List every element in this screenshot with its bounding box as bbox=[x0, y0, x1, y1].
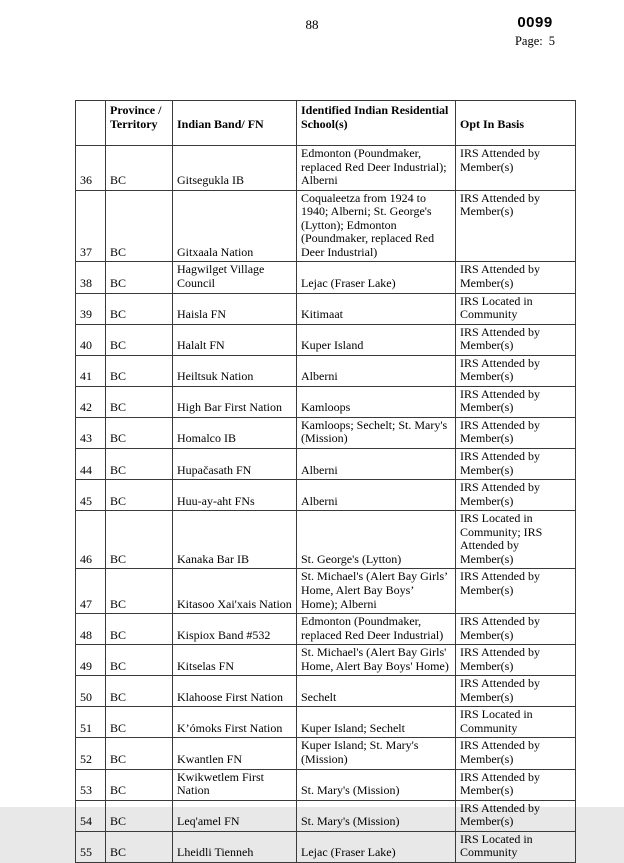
schools-cell: Kamloops; Sechelt; St. Mary's (Mission) bbox=[297, 417, 456, 448]
page-number: 88 bbox=[305, 17, 319, 32]
row-number-cell: 38 bbox=[76, 262, 106, 293]
table-row bbox=[76, 146, 576, 191]
header-opt-in-basis: Opt In Basis bbox=[456, 101, 576, 146]
basis-cell: IRS Attended by Member(s) bbox=[456, 146, 576, 191]
band-cell: Haisla FN bbox=[173, 293, 297, 324]
schools-cell: Edmonton (Poundmaker, replaced Red Deer Industrial) bbox=[297, 614, 456, 645]
province-cell: BC bbox=[106, 262, 173, 293]
band-cell: Klahoose First Nation bbox=[173, 676, 297, 707]
schools-cell: Kuper Island bbox=[297, 324, 456, 355]
doc-stamp-page-label: Page: bbox=[514, 34, 543, 48]
row-number-cell: 52 bbox=[76, 738, 106, 769]
schools-cell: Alberni bbox=[297, 449, 456, 480]
band-cell: Kwantlen FN bbox=[173, 738, 297, 769]
basis-cell: IRS Attended by Member(s) bbox=[456, 614, 576, 645]
province-cell: BC bbox=[106, 146, 173, 191]
province-cell: BC bbox=[106, 800, 173, 831]
schools-cell: Edmonton (Poundmaker, replaced Red Deer Industrial); Alberni bbox=[297, 146, 456, 191]
basis-cell: IRS Attended by Member(s) bbox=[456, 449, 576, 480]
schools-cell: St. Mary's (Mission) bbox=[297, 800, 456, 831]
table-row bbox=[76, 645, 576, 676]
table-row bbox=[76, 417, 576, 448]
table-row bbox=[76, 800, 576, 831]
schools-cell: Coqualeetza from 1924 to 1940; Alberni; St. George's (Lytton); Edmonton (Poundmaker, replaced Red Deer Industrial) bbox=[297, 190, 456, 262]
doc-stamp bbox=[480, 14, 590, 49]
band-cell: Heiltsuk Nation bbox=[173, 355, 297, 386]
row-number-cell: 46 bbox=[76, 511, 106, 569]
basis-cell: IRS Attended by Member(s) bbox=[456, 324, 576, 355]
province-cell: BC bbox=[106, 569, 173, 614]
bands-table bbox=[75, 100, 576, 863]
province-cell: BC bbox=[106, 614, 173, 645]
province-cell: BC bbox=[106, 480, 173, 511]
schools-cell: Lejac (Fraser Lake) bbox=[297, 831, 456, 862]
province-cell: BC bbox=[106, 386, 173, 417]
basis-cell: IRS Attended by Member(s) bbox=[456, 645, 576, 676]
basis-cell: IRS Located in Community bbox=[456, 707, 576, 738]
header-row-number bbox=[76, 101, 106, 146]
province-cell: BC bbox=[106, 190, 173, 262]
basis-cell: IRS Attended by Member(s) bbox=[456, 676, 576, 707]
band-cell: Hupačasath FN bbox=[173, 449, 297, 480]
row-number-cell: 36 bbox=[76, 146, 106, 191]
doc-stamp-page bbox=[480, 34, 590, 49]
province-cell: BC bbox=[106, 831, 173, 862]
province-cell: BC bbox=[106, 707, 173, 738]
table-row bbox=[76, 569, 576, 614]
table-row bbox=[76, 511, 576, 569]
province-cell: BC bbox=[106, 324, 173, 355]
province-cell: BC bbox=[106, 355, 173, 386]
row-number-cell: 53 bbox=[76, 769, 106, 800]
band-cell: K’ómoks First Nation bbox=[173, 707, 297, 738]
doc-stamp-page-value: 5 bbox=[548, 34, 556, 48]
row-number-cell: 44 bbox=[76, 449, 106, 480]
row-number-cell: 48 bbox=[76, 614, 106, 645]
row-number-cell: 51 bbox=[76, 707, 106, 738]
schools-cell: St. Michael's (Alert Bay Girls’ Home, Alert Bay Boys’ Home); Alberni bbox=[297, 569, 456, 614]
basis-cell: IRS Attended by Member(s) bbox=[456, 738, 576, 769]
band-cell: Hagwilget Village Council bbox=[173, 262, 297, 293]
basis-cell: IRS Attended by Member(s) bbox=[456, 769, 576, 800]
table-row bbox=[76, 190, 576, 262]
province-cell: BC bbox=[106, 738, 173, 769]
row-number-cell: 54 bbox=[76, 800, 106, 831]
schools-cell: Kuper Island; Sechelt bbox=[297, 707, 456, 738]
basis-cell: IRS Attended by Member(s) bbox=[456, 480, 576, 511]
row-number-cell: 42 bbox=[76, 386, 106, 417]
row-number-cell: 43 bbox=[76, 417, 106, 448]
table-row bbox=[76, 386, 576, 417]
basis-cell: IRS Attended by Member(s) bbox=[456, 262, 576, 293]
header-indian-band: Indian Band/ FN bbox=[173, 101, 297, 146]
row-number-cell: 39 bbox=[76, 293, 106, 324]
row-number-cell: 40 bbox=[76, 324, 106, 355]
table-row bbox=[76, 355, 576, 386]
band-cell: High Bar First Nation bbox=[173, 386, 297, 417]
basis-cell: IRS Attended by Member(s) bbox=[456, 355, 576, 386]
schools-cell: Lejac (Fraser Lake) bbox=[297, 262, 456, 293]
table-row bbox=[76, 831, 576, 862]
basis-cell: IRS Attended by Member(s) bbox=[456, 417, 576, 448]
table-header-row bbox=[76, 101, 576, 146]
province-cell: BC bbox=[106, 417, 173, 448]
table-row bbox=[76, 480, 576, 511]
band-cell: Kanaka Bar IB bbox=[173, 511, 297, 569]
basis-cell: IRS Attended by Member(s) bbox=[456, 800, 576, 831]
basis-cell: IRS Located in Community bbox=[456, 293, 576, 324]
schools-cell: Alberni bbox=[297, 480, 456, 511]
header-province-territory: Province / Territory bbox=[106, 101, 173, 146]
band-cell: Gitsegukla IB bbox=[173, 146, 297, 191]
band-cell: Homalco IB bbox=[173, 417, 297, 448]
basis-cell: IRS Located in Community; IRS Attended by Member(s) bbox=[456, 511, 576, 569]
table-row bbox=[76, 614, 576, 645]
schools-cell: Alberni bbox=[297, 355, 456, 386]
row-number-cell: 55 bbox=[76, 831, 106, 862]
band-cell: Kispiox Band #532 bbox=[173, 614, 297, 645]
doc-stamp-number: 0099 bbox=[517, 14, 553, 31]
row-number-cell: 49 bbox=[76, 645, 106, 676]
schools-cell: St. George's (Lytton) bbox=[297, 511, 456, 569]
band-cell: Kitasoo Xai'xais Nation bbox=[173, 569, 297, 614]
schools-cell: Kitimaat bbox=[297, 293, 456, 324]
table-row bbox=[76, 676, 576, 707]
schools-cell: Sechelt bbox=[297, 676, 456, 707]
band-cell: Halalt FN bbox=[173, 324, 297, 355]
schools-cell: St. Mary's (Mission) bbox=[297, 769, 456, 800]
province-cell: BC bbox=[106, 449, 173, 480]
band-cell: Kwikwetlem First Nation bbox=[173, 769, 297, 800]
row-number-cell: 41 bbox=[76, 355, 106, 386]
table-row bbox=[76, 449, 576, 480]
basis-cell: IRS Attended by Member(s) bbox=[456, 386, 576, 417]
schools-cell: Kamloops bbox=[297, 386, 456, 417]
schools-cell: St. Michael's (Alert Bay Girls' Home, Alert Bay Boys' Home) bbox=[297, 645, 456, 676]
table-row bbox=[76, 293, 576, 324]
row-number-cell: 45 bbox=[76, 480, 106, 511]
table-row bbox=[76, 769, 576, 800]
province-cell: BC bbox=[106, 676, 173, 707]
table-header bbox=[76, 101, 576, 146]
row-number-cell: 47 bbox=[76, 569, 106, 614]
band-cell: Leq'amel FN bbox=[173, 800, 297, 831]
table-row bbox=[76, 738, 576, 769]
table-row bbox=[76, 262, 576, 293]
row-number-cell: 50 bbox=[76, 676, 106, 707]
band-cell: Kitselas FN bbox=[173, 645, 297, 676]
band-cell: Lheidli Tienneh bbox=[173, 831, 297, 862]
band-cell: Huu-ay-aht FNs bbox=[173, 480, 297, 511]
province-cell: BC bbox=[106, 769, 173, 800]
header-identified-schools: Identified Indian Residential School(s) bbox=[297, 101, 456, 146]
province-cell: BC bbox=[106, 645, 173, 676]
basis-cell: IRS Located in Community bbox=[456, 831, 576, 862]
schools-cell: Kuper Island; St. Mary's (Mission) bbox=[297, 738, 456, 769]
basis-cell: IRS Attended by Member(s) bbox=[456, 190, 576, 262]
row-number-cell: 37 bbox=[76, 190, 106, 262]
table-body bbox=[76, 146, 576, 863]
table-row bbox=[76, 324, 576, 355]
band-cell: Gitxaala Nation bbox=[173, 190, 297, 262]
basis-cell: IRS Attended by Member(s) bbox=[456, 569, 576, 614]
province-cell: BC bbox=[106, 293, 173, 324]
province-cell: BC bbox=[106, 511, 173, 569]
table-row bbox=[76, 707, 576, 738]
